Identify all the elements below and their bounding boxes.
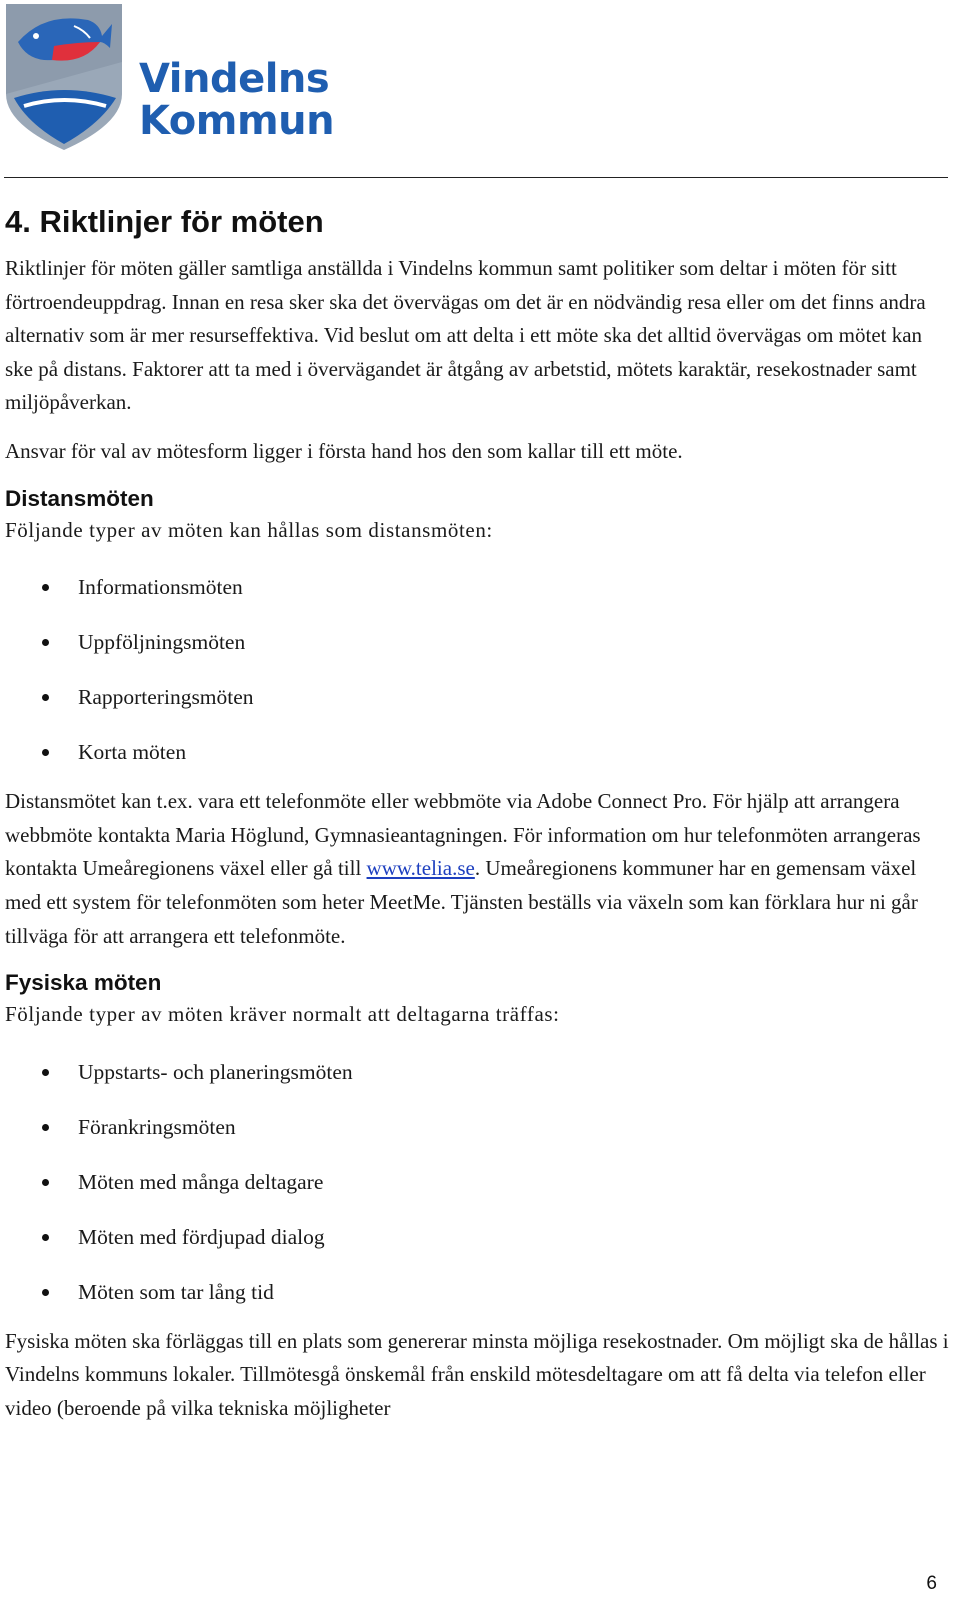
bullet-icon — [42, 1124, 49, 1131]
distance-heading: Distansmöten — [5, 485, 154, 511]
list-item — [5, 1100, 950, 1155]
salmon-shield-icon — [4, 2, 126, 152]
intro-sentence-4: Faktorer att ta med i övervägandet är åtgång av arbetstid, mötets karaktär, resekostnader samt miljöpåverkan. — [5, 356, 917, 415]
header-divider — [4, 177, 948, 178]
bullet-icon — [42, 639, 49, 646]
bullet-icon — [42, 749, 49, 756]
list-item — [5, 1210, 950, 1265]
distance-lead: Följande typer av möten kan hållas som distansmöten: — [5, 517, 493, 542]
list-item-text: Informationsmöten — [78, 575, 243, 600]
list-item — [5, 560, 950, 615]
responsibility-paragraph: Ansvar för val av mötesform ligger i första hand hos den som kallar till ett möte. — [5, 438, 683, 463]
list-item — [5, 1265, 950, 1320]
physical-lead: Följande typer av möten kräver normalt att deltagarna träffas: — [5, 1002, 560, 1027]
list-item-text: Rapporteringsmöten — [78, 685, 254, 710]
bullet-icon — [42, 584, 49, 591]
list-item — [5, 725, 950, 780]
list-item-text: Förankringsmöten — [78, 1114, 236, 1139]
distance-body-text-2: . Umeåregionens kommuner har en gemensam växel med ett system för telefonmöten som heter MeetMe. Tjänsten beställs via växeln som kan förklara hur ni går tillväga för att arrangera ett telefonmöte. — [5, 856, 918, 948]
intro-sentence-1: Riktlinjer för möten gäller samtliga anställda i Vindelns kommun samt politiker som deltar i möten för sitt förtroendeuppdrag. — [5, 256, 897, 314]
list-item-text: Möten med många deltagare — [78, 1169, 324, 1194]
physical-meeting-list — [5, 1045, 950, 1320]
bullet-icon — [42, 1069, 49, 1076]
logo — [4, 2, 335, 152]
distance-body-text: Distansmötet kan t.ex. vara ett telefonmöte eller webbmöte via Adobe Connect Pro. För hjälp att arrangera webbmöte kontakta Maria Höglund, Gymnasieantagningen. För information om hur telefonmöten arrangeras kontakta Umeåregionens växel eller gå till — [5, 789, 921, 881]
list-item-text: Korta möten — [78, 740, 187, 765]
list-item — [5, 1045, 950, 1100]
logo-line-2: Kommun — [139, 98, 335, 144]
distance-meeting-list — [5, 560, 950, 780]
bullet-icon — [42, 1234, 49, 1241]
intro-sentence-3: Vid beslut om att delta i ett möte ska det alltid övervägas om mötet kan ske på distans. — [5, 323, 923, 381]
intro-paragraph — [5, 252, 950, 420]
telia-link[interactable]: www.telia.se — [366, 856, 475, 881]
list-item-text: Möten med fördjupad dialog — [78, 1224, 325, 1249]
logo-wordmark — [139, 58, 334, 142]
logo-line-1: Vindelns — [139, 56, 330, 102]
list-item — [5, 615, 950, 670]
physical-body: Fysiska möten ska förläggas till en plats som genererar minsta möjliga resekostnader. Om möjligt ska de hållas i Vindelns kommuns lokaler. Tillmötesgå önskemål från enskild mötesdeltagare om att få delta via telefon eller video (beroende på vilka tekniska möjligheter — [5, 1328, 949, 1420]
list-item-text: Möten som tar lång tid — [78, 1279, 274, 1304]
list-item — [5, 1155, 950, 1210]
list-item-text: Uppföljningsmöten — [78, 630, 246, 655]
section-title: 4. Riktlinjer för möten — [5, 204, 324, 239]
bullet-icon — [42, 694, 49, 701]
bullet-icon — [42, 1179, 49, 1186]
distance-body — [5, 785, 950, 953]
list-item — [5, 670, 950, 725]
page-number: 6 — [926, 1573, 937, 1594]
physical-heading: Fysiska möten — [5, 970, 162, 996]
bullet-icon — [42, 1289, 49, 1296]
intro-sentence-2: Innan en resa sker ska det övervägas om det är en nödvändig resa eller om det finns andra alternativ som är mer resurseffektiva. — [5, 289, 926, 348]
document-body — [5, 202, 950, 1426]
list-item-text: Uppstarts- och planeringsmöten — [78, 1059, 353, 1084]
